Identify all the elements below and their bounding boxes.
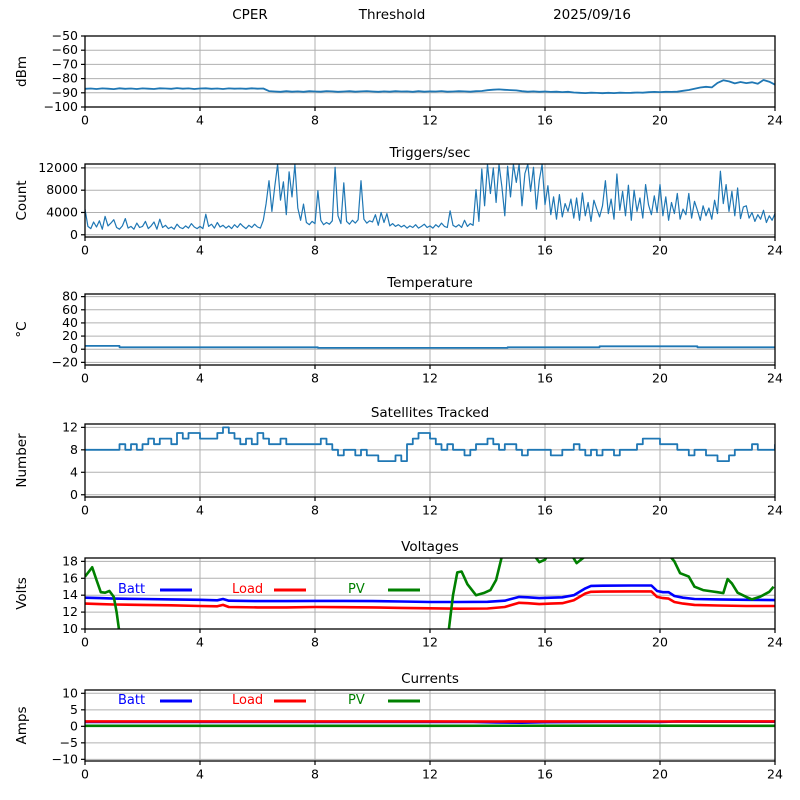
x-tick-label: 24 <box>767 502 783 518</box>
y-tick-label: 5 <box>70 701 78 717</box>
x-tick-label: 16 <box>537 112 553 128</box>
y-tick-label: 8 <box>70 441 78 457</box>
y-tick-label: −5 <box>59 734 78 750</box>
x-tick-label: 4 <box>196 634 204 650</box>
y-axis-label: °C <box>14 321 30 338</box>
y-tick-label: 12 <box>62 604 78 620</box>
x-tick-label: 12 <box>422 370 438 386</box>
y-tick-label: 80 <box>62 288 78 304</box>
y-axis-label: Number <box>14 433 30 488</box>
legend-label-load: Load <box>232 693 264 708</box>
x-tick-label: 16 <box>537 766 553 782</box>
x-tick-label: 4 <box>196 112 204 128</box>
x-tick-label: 16 <box>537 502 553 518</box>
y-tick-label: 4 <box>70 464 78 480</box>
panel-0 <box>14 7 783 128</box>
y-tick-label: −90 <box>51 84 78 100</box>
y-tick-label: −10 <box>51 751 78 767</box>
panel-title: Temperature <box>387 275 473 291</box>
x-tick-label: 20 <box>652 242 668 258</box>
x-tick-label: 16 <box>537 634 553 650</box>
x-tick-label: 12 <box>422 242 438 258</box>
legend-label-load: Load <box>232 582 264 597</box>
y-tick-label: −80 <box>51 70 78 86</box>
x-tick-label: 0 <box>81 242 89 258</box>
x-tick-label: 8 <box>311 502 319 518</box>
x-tick-label: 8 <box>311 370 319 386</box>
x-tick-label: 12 <box>422 634 438 650</box>
y-tick-label: 14 <box>62 587 78 603</box>
x-tick-label: 8 <box>311 112 319 128</box>
y-tick-label: 60 <box>62 301 78 317</box>
y-tick-label: −100 <box>43 99 78 114</box>
y-axis-label: Count <box>14 180 30 221</box>
y-tick-label: 8000 <box>46 182 78 198</box>
x-tick-label: 0 <box>81 502 89 518</box>
x-tick-label: 0 <box>81 370 89 386</box>
x-tick-label: 20 <box>652 634 668 650</box>
y-axis-label: Volts <box>14 577 30 610</box>
y-tick-label: −60 <box>51 42 78 58</box>
y-tick-label: 0 <box>70 486 78 502</box>
legend-label-batt: Batt <box>118 582 146 597</box>
x-tick-label: 4 <box>196 370 204 386</box>
x-tick-label: 12 <box>422 502 438 518</box>
y-tick-label: −20 <box>51 354 78 370</box>
x-tick-label: 4 <box>196 502 204 518</box>
panel-title: Currents <box>401 671 459 687</box>
x-tick-label: 4 <box>196 766 204 782</box>
legend-label-pv: PV <box>348 582 365 597</box>
panel-title: Voltages <box>401 539 459 555</box>
x-tick-label: 24 <box>767 766 783 782</box>
panel-title: Triggers/sec <box>389 145 471 161</box>
x-tick-label: 16 <box>537 242 553 258</box>
panel-title-part: 2025/09/16 <box>553 7 631 23</box>
panel-2 <box>14 275 783 386</box>
y-tick-label: 12000 <box>38 159 78 175</box>
y-tick-label: 10 <box>62 685 78 701</box>
x-tick-label: 24 <box>767 634 783 650</box>
x-tick-label: 0 <box>81 766 89 782</box>
legend-label-pv: PV <box>348 693 365 708</box>
y-tick-label: 4000 <box>46 204 78 220</box>
y-tick-label: 0 <box>70 718 78 734</box>
x-tick-label: 0 <box>81 112 89 128</box>
x-tick-label: 12 <box>422 766 438 782</box>
y-tick-label: 16 <box>62 570 78 586</box>
x-tick-label: 20 <box>652 370 668 386</box>
y-tick-label: 0 <box>70 341 78 357</box>
y-tick-label: −50 <box>51 28 78 43</box>
x-tick-label: 12 <box>422 112 438 128</box>
y-tick-label: 0 <box>70 226 78 242</box>
x-tick-label: 20 <box>652 112 668 128</box>
legend-label-batt: Batt <box>118 693 146 708</box>
x-tick-label: 24 <box>767 112 783 128</box>
panel-3 <box>14 405 783 518</box>
x-tick-label: 0 <box>81 634 89 650</box>
x-tick-label: 4 <box>196 242 204 258</box>
panel-4 <box>14 539 783 709</box>
x-tick-label: 8 <box>311 634 319 650</box>
panel-title: Satellites Tracked <box>370 405 490 421</box>
panel-title-part: Threshold <box>358 7 426 23</box>
y-axis-label: Amps <box>14 706 30 745</box>
y-tick-label: 10 <box>62 621 78 636</box>
panel-1 <box>14 145 783 258</box>
x-tick-label: 8 <box>311 766 319 782</box>
x-tick-label: 24 <box>767 370 783 386</box>
y-tick-label: 40 <box>62 314 78 330</box>
y-tick-label: −70 <box>51 56 78 72</box>
x-tick-label: 20 <box>652 766 668 782</box>
panel-5 <box>14 671 783 782</box>
y-tick-label: 18 <box>62 553 78 569</box>
x-tick-label: 8 <box>311 242 319 258</box>
x-tick-label: 16 <box>537 370 553 386</box>
x-tick-label: 20 <box>652 502 668 518</box>
y-tick-label: 20 <box>62 328 78 344</box>
y-axis-label: dBm <box>14 56 30 87</box>
panel-title-part: CPER <box>232 7 268 23</box>
x-tick-label: 24 <box>767 242 783 258</box>
y-tick-label: 12 <box>62 419 78 435</box>
